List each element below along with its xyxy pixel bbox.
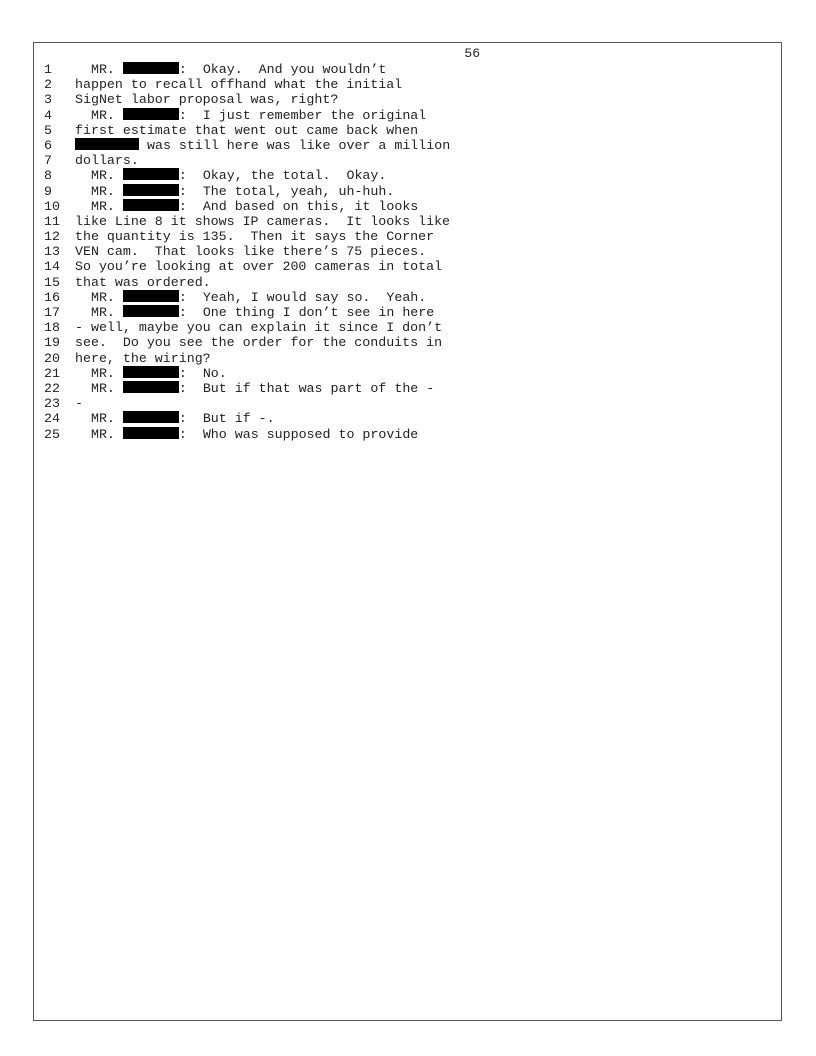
line-text-end: : But if -. [178, 411, 275, 427]
line-text [75, 184, 394, 199]
transcript-line [44, 396, 744, 411]
transcript-line [44, 275, 744, 290]
line-text-end: : Yeah, I would say so. Yeah. [178, 289, 427, 305]
line-text [75, 153, 139, 168]
line-number: 20 [44, 350, 60, 366]
redaction-bar [123, 199, 179, 211]
line-text-start: - well, maybe you can explain it since I don’t [75, 320, 443, 336]
line-number: 4 [44, 107, 52, 123]
transcript-line [44, 320, 744, 335]
line-text [75, 275, 211, 290]
page-number: 56 [464, 46, 480, 61]
line-number: 24 [44, 411, 60, 427]
line-text [75, 411, 275, 426]
transcript-line [44, 138, 744, 153]
line-text-end: : No. [178, 365, 227, 381]
transcript-line [44, 229, 744, 244]
transcript-line [44, 62, 744, 77]
line-text [75, 351, 211, 366]
line-text [75, 396, 83, 411]
line-text [75, 77, 402, 92]
line-number: 23 [44, 396, 60, 412]
transcript-line [44, 259, 744, 274]
line-text-start: see. Do you see the order for the conduits in [75, 335, 443, 351]
transcript-line [44, 351, 744, 366]
line-number: 2 [44, 77, 52, 93]
transcript-body [44, 62, 744, 442]
line-number: 16 [44, 289, 60, 305]
line-text-start: MR. [75, 183, 123, 199]
transcript-line [44, 305, 744, 320]
transcript-line [44, 381, 744, 396]
redaction-bar [123, 381, 179, 393]
line-number: 6 [44, 137, 52, 153]
line-number: 9 [44, 183, 52, 199]
line-text-start: MR. [75, 62, 123, 77]
line-number: 11 [44, 213, 60, 229]
redaction-bar [75, 138, 139, 150]
transcript-line [44, 335, 744, 350]
line-text-start: MR. [75, 380, 123, 396]
line-text-end: : Who was supposed to provide [178, 426, 419, 442]
line-text-start: MR. [75, 365, 123, 381]
transcript-line [44, 153, 744, 168]
redaction-bar [123, 411, 179, 423]
line-text [75, 335, 442, 350]
line-text-start: here, the wiring? [75, 350, 211, 366]
transcript-line [44, 123, 744, 138]
line-number: 1 [44, 62, 52, 77]
line-text [75, 214, 450, 229]
redaction-bar [123, 168, 179, 180]
line-number: 5 [44, 122, 52, 138]
line-text-end: : But if that was part of the - [178, 380, 435, 396]
line-text-start: MR. [75, 198, 123, 214]
line-text-start: MR. [75, 168, 123, 184]
redaction-bar [123, 62, 179, 74]
line-text [75, 381, 434, 396]
transcript-line [44, 199, 744, 214]
redaction-bar [123, 184, 179, 196]
transcript-line [44, 427, 744, 442]
line-number: 7 [44, 153, 52, 169]
line-number: 25 [44, 426, 60, 442]
line-text-start: - [75, 396, 83, 412]
line-text-start: MR. [75, 305, 123, 320]
line-text [75, 92, 338, 107]
line-number: 17 [44, 305, 60, 320]
line-text-end: : I just remember the original [178, 107, 427, 123]
line-text-start: happen to recall offhand what the initial [75, 77, 403, 93]
redaction-bar [123, 108, 179, 120]
redaction-bar [123, 290, 179, 302]
transcript-line [44, 244, 744, 259]
line-text [75, 244, 426, 259]
transcript-line [44, 290, 744, 305]
line-text-end: : One thing I don’t see in here [178, 305, 435, 320]
line-text [75, 320, 442, 335]
line-text [75, 108, 426, 123]
line-text [75, 229, 434, 244]
line-text-end: : And based on this, it looks [178, 198, 419, 214]
transcript-line [44, 366, 744, 381]
line-text [75, 290, 426, 305]
line-text-start: MR. [75, 411, 123, 427]
line-number: 12 [44, 229, 60, 245]
line-text-start: first estimate that went out came back when [75, 122, 419, 138]
line-text [75, 62, 386, 77]
transcript-line [44, 214, 744, 229]
line-text-start: VEN cam. That looks like there’s 75 pieces. [75, 244, 427, 260]
line-text [75, 427, 418, 442]
line-number: 22 [44, 380, 60, 396]
line-text-start: that was ordered. [75, 274, 211, 290]
line-text-start: MR. [75, 107, 123, 123]
redaction-bar [123, 305, 179, 317]
line-text-end: : The total, yeah, uh-huh. [178, 183, 395, 199]
line-number: 18 [44, 320, 60, 336]
transcript-line [44, 411, 744, 426]
line-text-start: So you’re looking at over 200 cameras in total [75, 259, 443, 275]
line-text [75, 305, 434, 320]
line-text [75, 123, 418, 138]
line-text-start: MR. [75, 426, 123, 442]
line-number: 13 [44, 244, 60, 260]
line-text-start: dollars. [75, 153, 139, 169]
line-text-end: : Okay, the total. Okay. [178, 168, 387, 184]
line-text [75, 199, 418, 214]
line-number: 19 [44, 335, 60, 351]
transcript-line [44, 168, 744, 183]
line-text [75, 259, 442, 274]
line-text [75, 168, 386, 183]
line-number: 8 [44, 168, 52, 184]
line-text-start: the quantity is 135. Then it says the Corner [75, 229, 435, 245]
transcript-line [44, 92, 744, 107]
line-text-start: like Line 8 it shows IP cameras. It looks like [75, 213, 451, 229]
line-text-end: : Okay. And you wouldn’t [178, 62, 387, 77]
line-number: 10 [44, 198, 60, 214]
line-number: 14 [44, 259, 60, 275]
line-text-start: MR. [75, 289, 123, 305]
line-number: 3 [44, 92, 52, 108]
line-text-end: was still here was like over a million [139, 137, 451, 153]
transcript-line [44, 184, 744, 199]
line-text-start: SigNet labor proposal was, right? [75, 92, 339, 108]
redaction-bar [123, 427, 179, 439]
line-text [75, 138, 450, 153]
redaction-bar [123, 366, 179, 378]
line-text [75, 366, 227, 381]
transcript-line [44, 77, 744, 92]
line-number: 15 [44, 274, 60, 290]
transcript-line [44, 108, 744, 123]
line-number: 21 [44, 365, 60, 381]
